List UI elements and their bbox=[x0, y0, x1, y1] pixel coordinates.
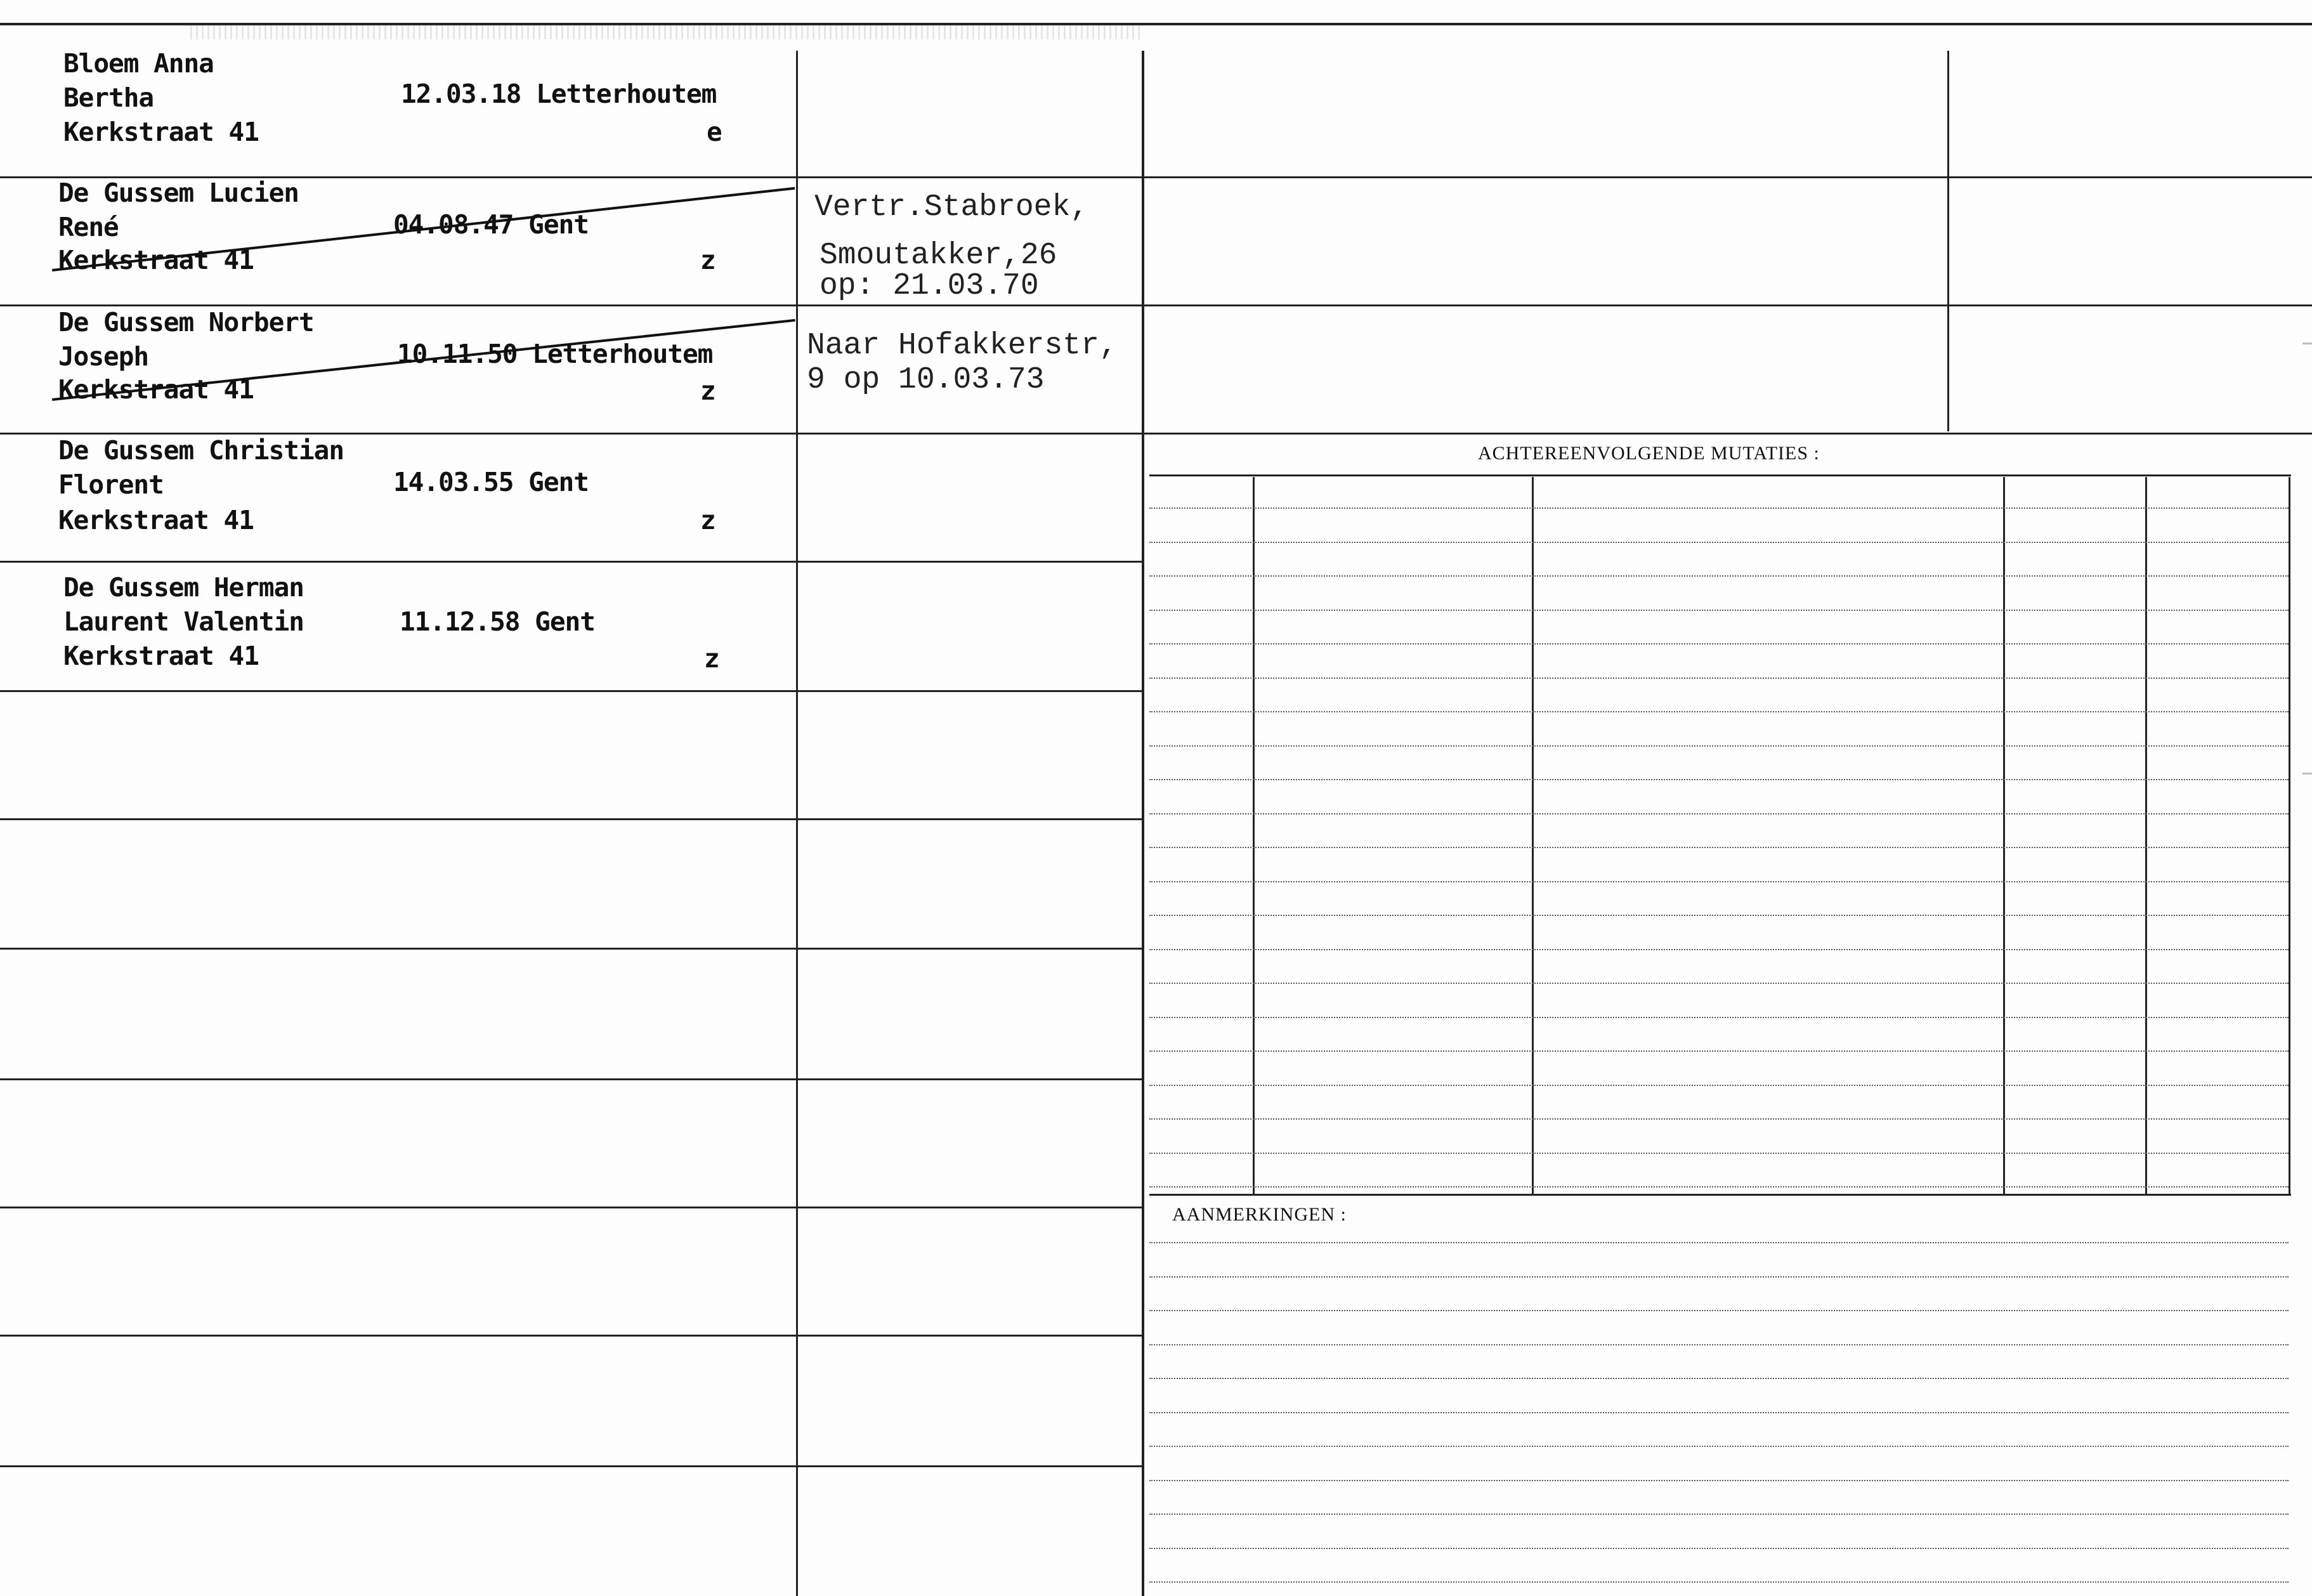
record-first-names: Bertha bbox=[63, 82, 154, 113]
record-remark-line: op: 21.03.70 bbox=[820, 269, 1039, 303]
mutation-ruled-line bbox=[1149, 983, 2289, 984]
record-remark-line: 9 op 10.03.73 bbox=[807, 363, 1045, 397]
record-remark-line: Vertr.Stabroek, bbox=[814, 190, 1089, 225]
row-divider bbox=[0, 304, 1142, 306]
remark-ruled-line bbox=[1149, 1412, 2289, 1413]
record-first-names: Laurent Valentin bbox=[63, 606, 304, 637]
mutations-col-line bbox=[1253, 477, 1255, 1194]
mutations-col-line bbox=[2289, 477, 2290, 1194]
remark-ruled-line bbox=[1149, 1310, 2289, 1311]
right-row-divider bbox=[1142, 176, 2312, 178]
right-column-divider bbox=[1947, 51, 1949, 431]
mutation-ruled-line bbox=[1149, 1118, 2289, 1120]
mutation-ruled-line bbox=[1149, 711, 2289, 712]
mutation-ruled-line bbox=[1149, 1050, 2289, 1052]
remark-ruled-line bbox=[1149, 1242, 2289, 1243]
record-birth: 10.11.50 Letterhoutem bbox=[397, 339, 713, 369]
row-divider bbox=[0, 948, 1142, 950]
mutations-table-bottom bbox=[1149, 1194, 2291, 1196]
row-divider bbox=[0, 818, 1142, 820]
remark-ruled-line bbox=[1149, 1276, 2289, 1278]
mutation-ruled-line bbox=[1149, 915, 2289, 916]
mutation-ruled-line bbox=[1149, 1017, 2289, 1018]
mutation-ruled-line bbox=[1149, 779, 2289, 780]
mutation-ruled-line bbox=[1149, 813, 2289, 814]
remark-ruled-line bbox=[1149, 1480, 2289, 1481]
record-remark-line: Naar Hofakkerstr, bbox=[807, 329, 1118, 363]
scan-noise bbox=[190, 25, 1142, 39]
remarks-heading: AANMERKINGEN : bbox=[1172, 1204, 1347, 1225]
mutation-ruled-line bbox=[1149, 949, 2289, 950]
record-address: Kerkstraat 41 bbox=[58, 374, 254, 405]
edge-mark bbox=[2302, 343, 2312, 344]
remark-ruled-line bbox=[1149, 1514, 2289, 1515]
row-divider bbox=[0, 433, 1142, 435]
mutation-ruled-line bbox=[1149, 881, 2289, 882]
remark-ruled-line bbox=[1149, 1581, 2289, 1583]
record-birth: 12.03.18 Letterhoutem bbox=[401, 79, 717, 109]
remark-ruled-line bbox=[1149, 1378, 2289, 1379]
mutation-ruled-line bbox=[1149, 610, 2289, 611]
mutation-ruled-line bbox=[1149, 542, 2289, 543]
mutation-ruled-line bbox=[1149, 847, 2289, 848]
remark-ruled-line bbox=[1149, 1446, 2289, 1447]
record-address: Kerkstraat 41 bbox=[58, 245, 254, 275]
remark-ruled-line bbox=[1149, 1344, 2289, 1345]
record-birth: 04.08.47 Gent bbox=[393, 209, 589, 240]
record-name: Bloem Anna bbox=[63, 48, 214, 79]
mutations-col-line bbox=[2003, 477, 2005, 1194]
remark-ruled-line bbox=[1149, 1548, 2289, 1549]
column-divider-middle bbox=[1142, 51, 1144, 1596]
row-divider bbox=[0, 1078, 1142, 1080]
record-code: z bbox=[700, 505, 715, 535]
mutations-col-line bbox=[2145, 477, 2147, 1194]
mutation-ruled-line bbox=[1149, 1153, 2289, 1154]
record-name: De Gussem Lucien bbox=[58, 178, 299, 208]
row-divider bbox=[0, 1335, 1142, 1337]
mutation-ruled-line bbox=[1149, 745, 2289, 747]
record-birth: 14.03.55 Gent bbox=[393, 467, 589, 497]
record-code: z bbox=[700, 245, 715, 275]
record-address: Kerkstraat 41 bbox=[58, 505, 254, 535]
record-first-names: René bbox=[58, 212, 119, 242]
right-row-divider bbox=[1142, 304, 2312, 306]
mutation-ruled-line bbox=[1149, 643, 2289, 644]
mutation-ruled-line bbox=[1149, 1186, 2289, 1187]
mutation-ruled-line bbox=[1149, 677, 2289, 679]
record-birth: 11.12.58 Gent bbox=[400, 606, 595, 637]
mutation-ruled-line bbox=[1149, 575, 2289, 577]
mutation-ruled-line bbox=[1149, 1085, 2289, 1086]
record-code: z bbox=[700, 376, 715, 406]
row-divider bbox=[0, 561, 1142, 563]
record-first-names: Joseph bbox=[58, 341, 149, 372]
record-address: Kerkstraat 41 bbox=[63, 117, 259, 147]
record-first-names: Florent bbox=[58, 469, 164, 500]
row-divider bbox=[0, 1207, 1142, 1208]
row-divider bbox=[0, 1465, 1142, 1467]
record-name: De Gussem Norbert bbox=[58, 307, 314, 337]
right-row-divider bbox=[1142, 433, 2312, 435]
mutations-col-line bbox=[1532, 477, 1534, 1194]
column-divider-left bbox=[796, 51, 798, 1596]
record-address: Kerkstraat 41 bbox=[63, 641, 259, 671]
record-name: De Gussem Herman bbox=[63, 572, 304, 603]
record-code: e bbox=[707, 117, 722, 147]
record-code: z bbox=[704, 643, 719, 674]
record-remark-line: Smoutakker,26 bbox=[820, 239, 1057, 273]
mutations-heading: ACHTEREENVOLGENDE MUTATIES : bbox=[1478, 443, 1820, 464]
edge-mark bbox=[2302, 773, 2312, 775]
mutations-table-top bbox=[1149, 474, 2291, 476]
record-name: De Gussem Christian bbox=[58, 435, 344, 466]
row-divider bbox=[0, 690, 1142, 692]
mutation-ruled-line bbox=[1149, 507, 2289, 509]
